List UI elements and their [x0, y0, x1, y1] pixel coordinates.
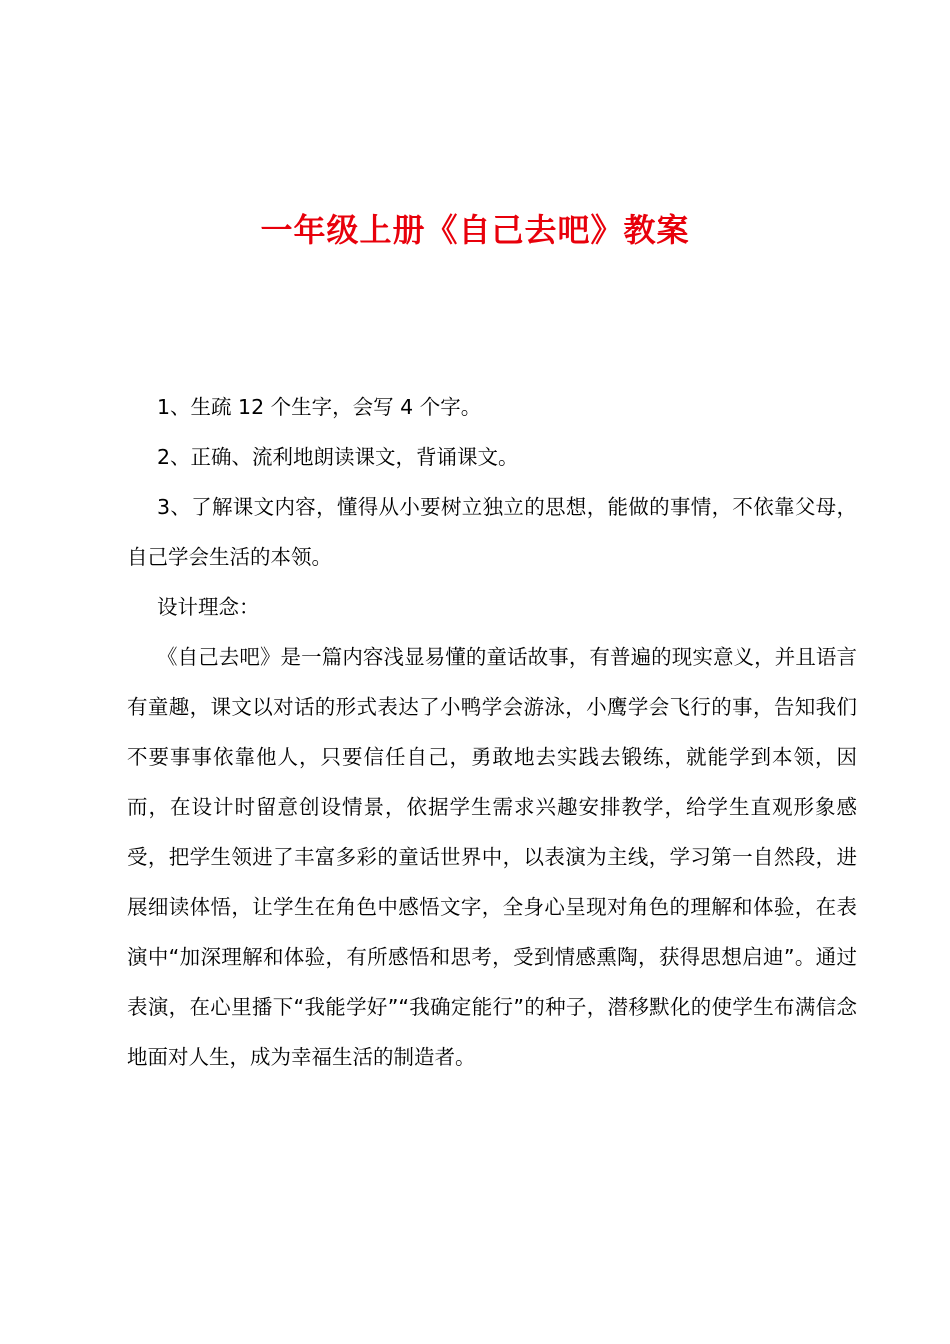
objective-2: 2、正确、流利地朗读课文，背诵课文。	[157, 445, 519, 469]
objective-3: 3、了解课文内容，懂得从小要树立独立的思想，能做的事情，不依靠父母，自己学会生活的本领。	[127, 495, 857, 569]
document-title: 一年级上册《自己去吧》教案	[260, 211, 690, 249]
document-body	[127, 382, 857, 1082]
design-concept-paragraph: 《自己去吧》是一篇内容浅显易懂的童话故事，有普遍的现实意义，并且语言有童趣，课文以对话的形式表达了小鸭学会游泳，小鹰学会飞行的事，告知我们不要事事依靠他人，只要信任自己，勇敢地去实践去锻练，就能学到本领，因而，在设计时留意创设情景，依据学生需求兴趣安排教学，给学生直观形象感受，把学生领进了丰富多彩的童话世界中，以表演为主线，学习第一自然段，进展细读体悟，让学生在角色中感悟文字，全身心呈现对角色的理解和体验，在表演中“加深理解和体验，有所感悟和思考，受到情感熏陶，获得思想启迪”。通过表演，在心里播下“我能学好”“我确定能行”的种子，潜移默化的使学生布满信念地面对人生，成为幸福生活的制造者。	[127, 645, 857, 1069]
objective-1: 1、生疏 12 个生字，会写 4 个字。	[157, 395, 482, 419]
design-concept-heading: 设计理念：	[157, 595, 260, 619]
